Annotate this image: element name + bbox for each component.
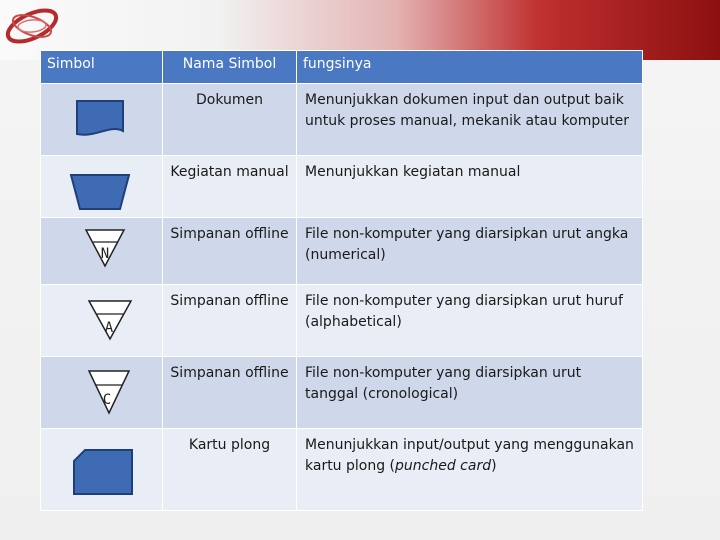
table-row	[41, 84, 643, 156]
symbol-cell	[41, 357, 163, 429]
header-function: fungsinya	[297, 51, 643, 84]
flowchart-symbol-table	[40, 50, 643, 511]
storage-letter: C	[102, 392, 112, 408]
symbol-name: Simpanan offline	[163, 218, 297, 285]
function-text-end: )	[491, 458, 497, 474]
offline-storage-c-icon	[87, 369, 131, 415]
symbol-function: File non-komputer yang diarsipkan urut tanggal (cronological)	[297, 357, 643, 429]
symbol-name: Simpanan offline	[163, 285, 297, 357]
symbol-function: File non-komputer yang diarsipkan urut angka (numerical)	[297, 218, 643, 285]
symbol-function: File non-komputer yang diarsipkan urut huruf (alphabetical)	[297, 285, 643, 357]
header-symbol: Simbol	[41, 51, 163, 84]
storage-letter: A	[104, 320, 114, 336]
symbol-name: Simpanan offline	[163, 357, 297, 429]
table-row	[41, 357, 643, 429]
punched-card-symbol-icon	[71, 447, 135, 497]
offline-storage-n-icon	[84, 228, 126, 268]
symbol-cell	[41, 285, 163, 357]
table-row	[41, 429, 643, 511]
offline-storage-a-icon	[87, 299, 133, 341]
symbol-function: Menunjukkan kegiatan manual	[297, 156, 643, 218]
storage-letter: N	[100, 246, 110, 262]
table-row	[41, 218, 643, 285]
table-row	[41, 285, 643, 357]
symbol-cell	[41, 156, 163, 218]
document-symbol-icon	[74, 98, 126, 138]
symbol-cell	[41, 84, 163, 156]
table-header-row	[41, 51, 643, 84]
table-row	[41, 156, 643, 218]
symbol-cell	[41, 218, 163, 285]
symbol-name: Kegiatan manual	[163, 156, 297, 218]
symbol-function: Menunjukkan dokumen input dan output baik untuk proses manual, mekanik atau komputer	[297, 84, 643, 156]
function-text: Menunjukkan input/output yang menggunakan kartu plong (	[305, 437, 634, 474]
manual-operation-symbol-icon	[69, 172, 131, 212]
symbol-cell	[41, 429, 163, 511]
function-italic-text: punched card	[395, 458, 492, 474]
symbol-name: Kartu plong	[163, 429, 297, 511]
header-name: Nama Simbol	[163, 51, 297, 84]
symbol-name: Dokumen	[163, 84, 297, 156]
symbol-function	[297, 429, 643, 511]
